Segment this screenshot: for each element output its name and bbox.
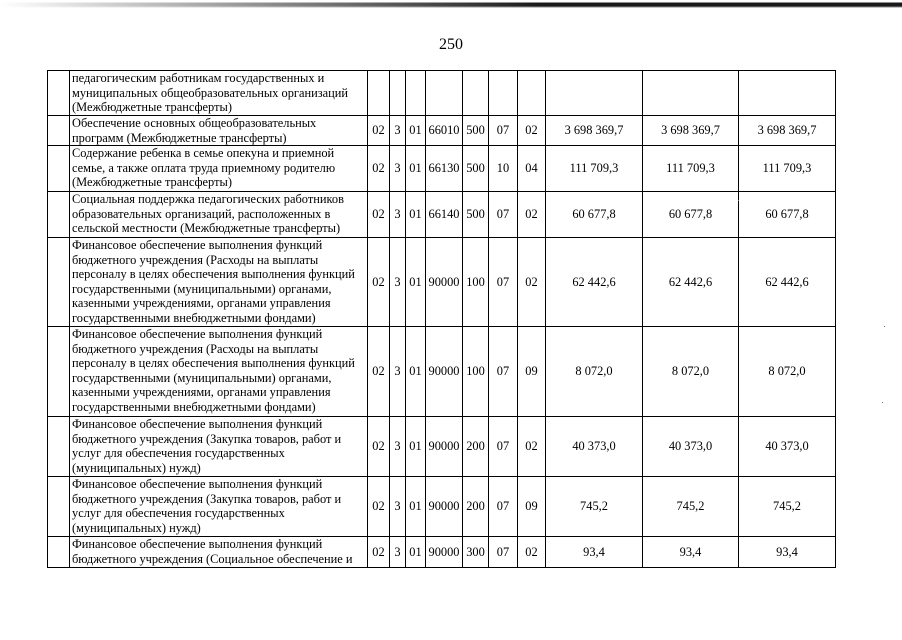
row-description: Финансовое обеспечение выполнения функций бюджетного учреждения (Закупка товаров, работ и услуг для обеспечения государственных (муниципальных) нужд) [70,477,368,537]
table-row [48,71,836,116]
table-row [48,238,836,327]
amount-cell: 60 677,8 [546,192,643,238]
code-cell: 07 [489,537,518,568]
code-cell: 90000 [426,417,463,477]
code-cell: 02 [368,192,390,238]
code-cell: 200 [463,417,489,477]
scan-speck [738,200,739,201]
amount-cell: 62 442,6 [643,238,739,327]
code-cell: 90000 [426,327,463,417]
table-row [48,417,836,477]
code-cell [489,71,518,116]
scan-speck [882,402,883,403]
code-cell: 90000 [426,537,463,568]
code-cell: 01 [406,116,426,146]
code-cell: 01 [406,146,426,192]
code-cell: 02 [518,238,546,327]
amount-cell: 62 442,6 [546,238,643,327]
code-cell: 66140 [426,192,463,238]
row-description: педагогическим работникам государственных и муниципальных общеобразовательных организаций (Межбюджетные трансферты) [70,71,368,116]
amount-cell: 60 677,8 [643,192,739,238]
code-cell [390,71,406,116]
code-cell [368,71,390,116]
code-cell: 3 [390,327,406,417]
budget-table [47,70,836,568]
scan-speck [884,326,885,327]
row-blank-cell [48,238,70,327]
code-cell: 09 [518,477,546,537]
table-row [48,327,836,417]
code-cell: 90000 [426,238,463,327]
row-description: Финансовое обеспечение выполнения функций бюджетного учреждения (Расходы на выплаты персоналу в целях обеспечения выполнения функций государственными (муниципальными) органами, казенными учреждениями, органами управления государственными внебюджетными фондами) [70,238,368,327]
code-cell: 02 [518,192,546,238]
code-cell: 500 [463,116,489,146]
amount-cell: 40 373,0 [739,417,836,477]
code-cell: 02 [368,116,390,146]
amount-cell: 111 709,3 [643,146,739,192]
row-blank-cell [48,537,70,568]
code-cell: 01 [406,477,426,537]
code-cell: 07 [489,417,518,477]
code-cell: 02 [518,537,546,568]
code-cell: 500 [463,146,489,192]
code-cell: 500 [463,192,489,238]
row-blank-cell [48,417,70,477]
table-row [48,116,836,146]
code-cell: 3 [390,477,406,537]
amount-cell: 93,4 [546,537,643,568]
table-body [48,71,836,568]
code-cell: 07 [489,477,518,537]
amount-cell: 3 698 369,7 [546,116,643,146]
table-row [48,537,836,568]
code-cell [406,71,426,116]
code-cell: 01 [406,417,426,477]
page-number: 250 [439,36,463,53]
code-cell: 02 [368,327,390,417]
code-cell: 66010 [426,116,463,146]
amount-cell: 8 072,0 [739,327,836,417]
row-description: Социальная поддержка педагогических работников образовательных организаций, расположенных в сельской местности (Межбюджетные трансферты) [70,192,368,238]
amount-cell: 62 442,6 [739,238,836,327]
row-blank-cell [48,192,70,238]
amount-cell [643,71,739,116]
code-cell: 02 [368,146,390,192]
row-blank-cell [48,477,70,537]
code-cell: 07 [489,238,518,327]
table-row [48,477,836,537]
code-cell: 02 [368,477,390,537]
amount-cell: 745,2 [643,477,739,537]
row-description: Содержание ребенка в семье опекуна и приемной семье, а также оплата труда приемному родителю (Межбюджетные трансферты) [70,146,368,192]
code-cell: 04 [518,146,546,192]
table-row [48,146,836,192]
code-cell: 02 [518,116,546,146]
amount-cell: 3 698 369,7 [643,116,739,146]
row-description: Обеспечение основных общеобразовательных программ (Межбюджетные трансферты) [70,116,368,146]
code-cell: 3 [390,537,406,568]
amount-cell: 60 677,8 [739,192,836,238]
code-cell: 3 [390,192,406,238]
amount-cell: 40 373,0 [546,417,643,477]
code-cell: 3 [390,146,406,192]
code-cell: 07 [489,192,518,238]
row-description: Финансовое обеспечение выполнения функций бюджетного учреждения (Социальное обеспечение и [70,537,368,568]
code-cell [426,71,463,116]
amount-cell: 93,4 [739,537,836,568]
code-cell: 09 [518,327,546,417]
code-cell: 07 [489,116,518,146]
code-cell: 02 [368,417,390,477]
row-blank-cell [48,71,70,116]
amount-cell: 745,2 [546,477,643,537]
code-cell: 10 [489,146,518,192]
code-cell: 100 [463,327,489,417]
code-cell: 3 [390,417,406,477]
code-cell: 02 [368,537,390,568]
row-blank-cell [48,146,70,192]
row-description: Финансовое обеспечение выполнения функций бюджетного учреждения (Расходы на выплаты персоналу в целях обеспечения выполнения функций государственными (муниципальными) органами, казенными учреждениями, органами управления государственными внебюджетными фондами) [70,327,368,417]
amount-cell: 93,4 [643,537,739,568]
code-cell: 3 [390,238,406,327]
code-cell: 01 [406,192,426,238]
amount-cell: 8 072,0 [546,327,643,417]
code-cell: 100 [463,238,489,327]
amount-cell [546,71,643,116]
amount-cell: 8 072,0 [643,327,739,417]
row-description: Финансовое обеспечение выполнения функций бюджетного учреждения (Закупка товаров, работ и услуг для обеспечения государственных (муниципальных) нужд) [70,417,368,477]
code-cell: 01 [406,327,426,417]
code-cell: 02 [518,417,546,477]
code-cell: 01 [406,537,426,568]
table-row [48,192,836,238]
row-blank-cell [48,327,70,417]
amount-cell [739,71,836,116]
scan-edge-fade [0,0,540,9]
code-cell: 01 [406,238,426,327]
amount-cell: 745,2 [739,477,836,537]
code-cell: 02 [368,238,390,327]
code-cell: 66130 [426,146,463,192]
amount-cell: 40 373,0 [643,417,739,477]
amount-cell: 111 709,3 [546,146,643,192]
code-cell: 3 [390,116,406,146]
amount-cell: 3 698 369,7 [739,116,836,146]
row-blank-cell [48,116,70,146]
code-cell: 07 [489,327,518,417]
amount-cell: 111 709,3 [739,146,836,192]
code-cell [518,71,546,116]
code-cell: 200 [463,477,489,537]
code-cell: 90000 [426,477,463,537]
code-cell: 300 [463,537,489,568]
code-cell [463,71,489,116]
